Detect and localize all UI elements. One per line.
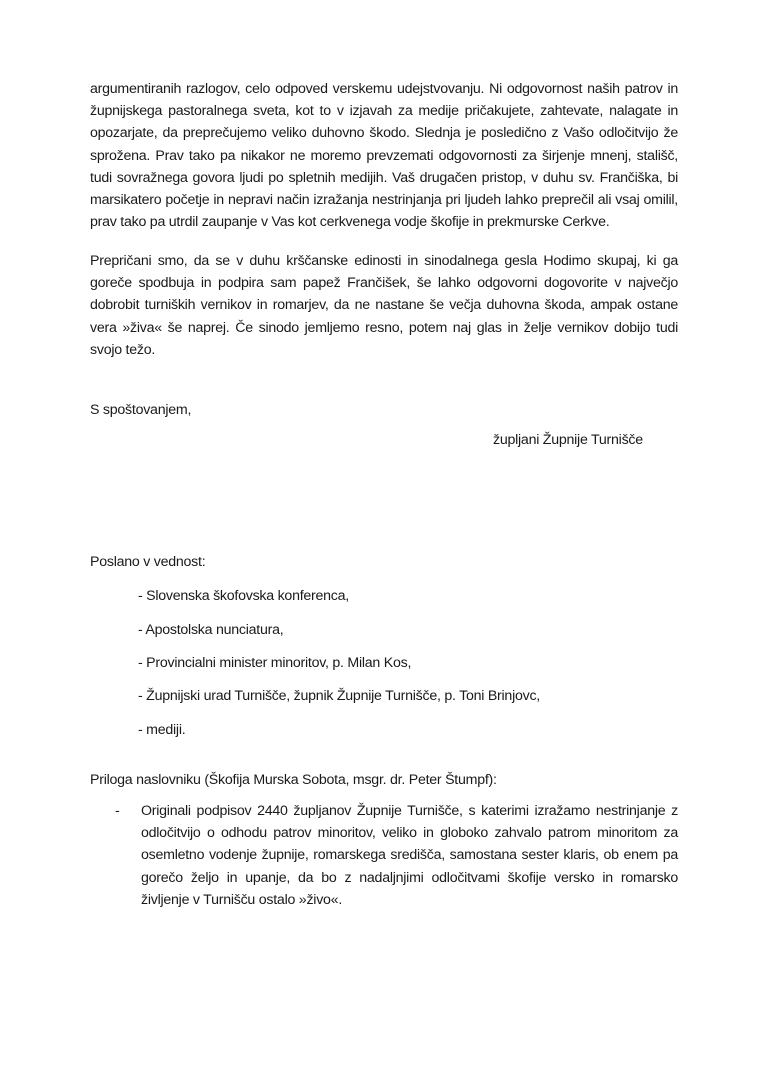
attachment-item: Originali podpisov 2440 župljanov Župnije Turnišče, s katerimi izražamo nestrinjanje z odločitvijo o odhodu patrov minoritov, veliko in globoko zahvalo patrom minoritom za osemletno vodenje župnije, romarskega središča, samostana sester klaris, ob enem pa gorečo željo in upanje, da bo z nadaljnjimi odločitvami škofije versko in romarsko življenje v Turnišču ostalo »živo«. — [141, 803, 678, 908]
cc-list-item: - Provincialni minister minoritov, p. Milan Kos, — [138, 655, 412, 671]
body-paragraph-2: Prepričani smo, da se v duhu krščanske edinosti in sinodalnega gesla Hodimo skupaj, ki ga goreče spodbuja in podpira sam papež Frančišek, še lahko odgovorni dogovorite v največjo dobrobit turniških vernikov in romarjev, da ne nastane še večja duhovna škoda, ampak ostane vera »živa« še naprej. Če sinodo jemljemo resno, potem naj glas in želje vernikov dobijo tudi svojo težo. — [90, 253, 678, 358]
cc-list-item: - Apostolska nunciatura, — [138, 622, 284, 638]
body-paragraph-1: argumentiranih razlogov, celo odpoved verskemu udejstvovanju. Ni odgovornost naših patrov in župnijskega pastoralnega sveta, kot to v izjavah za medije pričakujete, zahtevate, nalagate in opozarjate, da preprečujemo veliko duhovno škodo. Slednja je posledično z Vašo odločitvijo že sprožena. Prav tako pa nikakor ne moremo prevzemati odgovornosti za širjenje mnenj, stališč, tudi sovražnega govora ljudi po spletnih medijih. Vaš drugačen pristop, v duhu sv. Frančiška, bi marsikatero početje in nepravi način izražanja nestrinjanja pri ljudeh lahko preprečil ali vsaj omilil, prav tako pa utrdil zaupanje v Vas kot cerkvenega vodje škofije in prekmurske Cerkve. — [90, 81, 678, 231]
cc-list-item: - mediji. — [138, 722, 186, 738]
signature: župljani Župnije Turnišče — [493, 432, 643, 448]
list-bullet: - — [115, 803, 120, 819]
cc-list-item: - Župnijski urad Turnišče, župnik Župnije Turnišče, p. Toni Brinjovc, — [138, 688, 540, 704]
cc-list-item: - Slovenska škofovska konferenca, — [138, 588, 349, 604]
closing-salutation: S spoštovanjem, — [90, 402, 192, 418]
cc-heading: Poslano v vednost: — [90, 554, 206, 570]
attachment-heading: Priloga naslovniku (Škofija Murska Sobota, msgr. dr. Peter Štumpf): — [90, 772, 497, 788]
